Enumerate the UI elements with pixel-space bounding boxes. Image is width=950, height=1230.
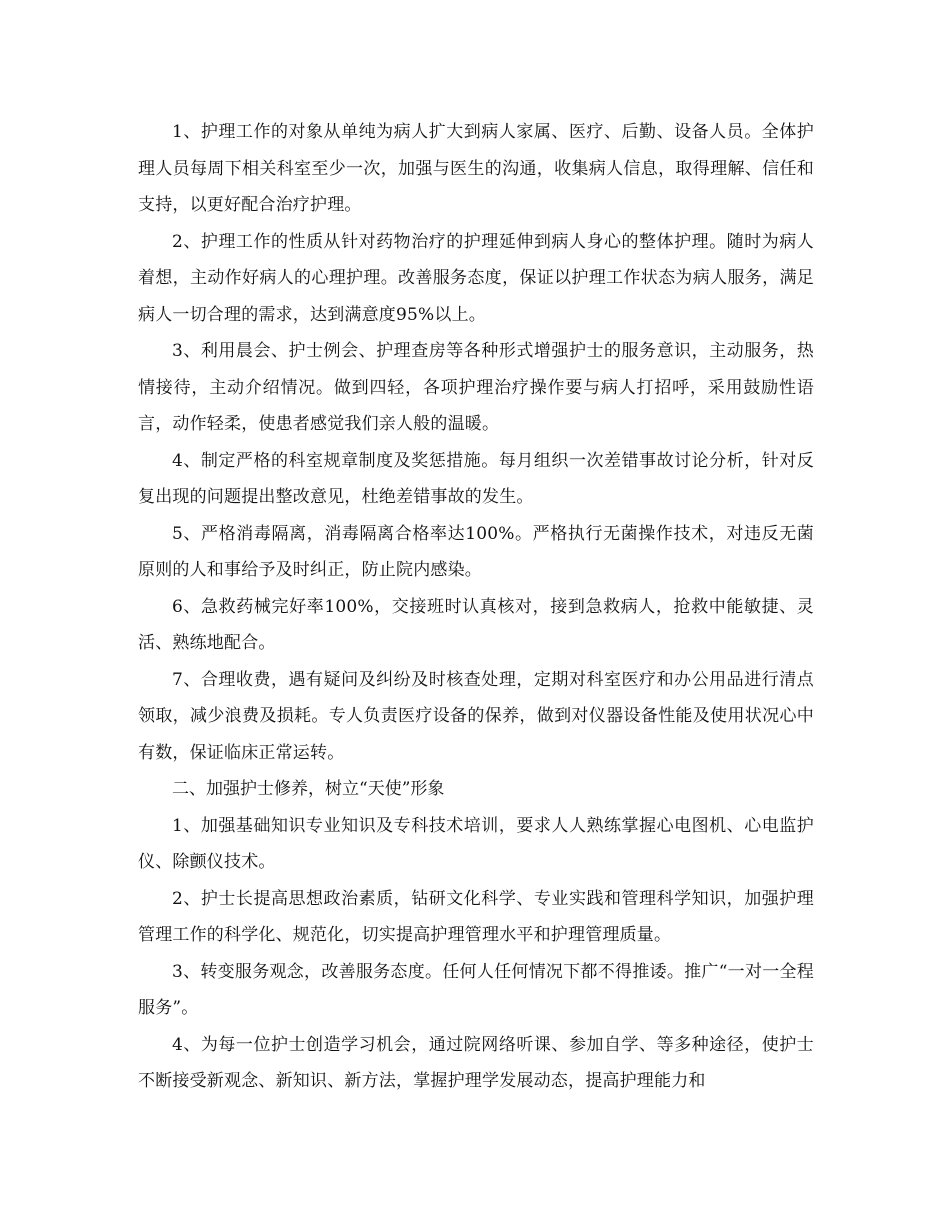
- paragraph-2: 2、护理工作的性质从针对药物治疗的护理延伸到病人身心的整体护理。随时为病人着想，主动作好病人的心理护理。改善服务态度，保证以护理工作状态为病人服务，满足病人一切合理的需求，达到满意度95%以上。: [138, 231, 814, 325]
- paragraph-1: 1、护理工作的对象从单纯为病人扩大到病人家属、医疗、后勤、设备人员。全体护理人员每周下相关科室至少一次，加强与医生的沟通，收集病人信息，取得理解、信任和支持，以更好配合治疗护理。: [138, 122, 814, 215]
- section-paragraph-4: 4、为每一位护士创造学习机会，通过院网络听课、参加自学、等多种途径，使护士不断接受新观念、新知识、新方法，掌握护理学发展动态，提高护理能力和: [138, 1034, 814, 1091]
- section-heading: 二、加强护士修养，树立“天使”形象: [172, 779, 445, 799]
- paragraph-5: 5、严格消毒隔离，消毒隔离合格率达100%。严格执行无菌操作技术，对违反无菌原则的人和事给予及时纠正，防止院内感染。: [138, 523, 814, 580]
- section-paragraph-3: 3、转变服务观念，改善服务态度。任何人任何情况下都不得推诿。推广“一对一全程服务”。: [138, 961, 814, 1018]
- paragraph-7: 7、合理收费，遇有疑问及纠纷及时核查处理，定期对科室医疗和办公用品进行清点领取，减少浪费及损耗。专人负责医疗设备的保养，做到对仪器设备性能及使用状况心中有数，保证临床正常运转。: [138, 669, 814, 763]
- paragraph-6: 6、急救药械完好率100%，交接班时认真核对，接到急救病人，抢救中能敏捷、灵活、熟练地配合。: [138, 596, 814, 653]
- section-paragraph-1: 1、加强基础知识专业知识及专科技术培训，要求人人熟练掌握心电图机、心电监护仪、除颤仪技术。: [138, 815, 814, 872]
- section-paragraph-2: 2、护士长提高思想政治素质，钻研文化科学、专业实践和管理科学知识，加强护理管理工作的科学化、规范化，切实提高护理管理水平和护理管理质量。: [138, 888, 814, 945]
- document-body: [138, 114, 814, 1100]
- paragraph-4: 4、制定严格的科室规章制度及奖惩措施。每月组织一次差错事故讨论分析，针对反复出现的问题提出整改意见，杜绝差错事故的发生。: [138, 450, 814, 507]
- paragraph-3: 3、利用晨会、护士例会、护理查房等各种形式增强护士的服务意识，主动服务，热情接待，主动介绍情况。做到四轻，各项护理治疗操作要与病人打招呼，采用鼓励性语言，动作轻柔，使患者感觉我们亲人般的温暖。: [138, 341, 814, 434]
